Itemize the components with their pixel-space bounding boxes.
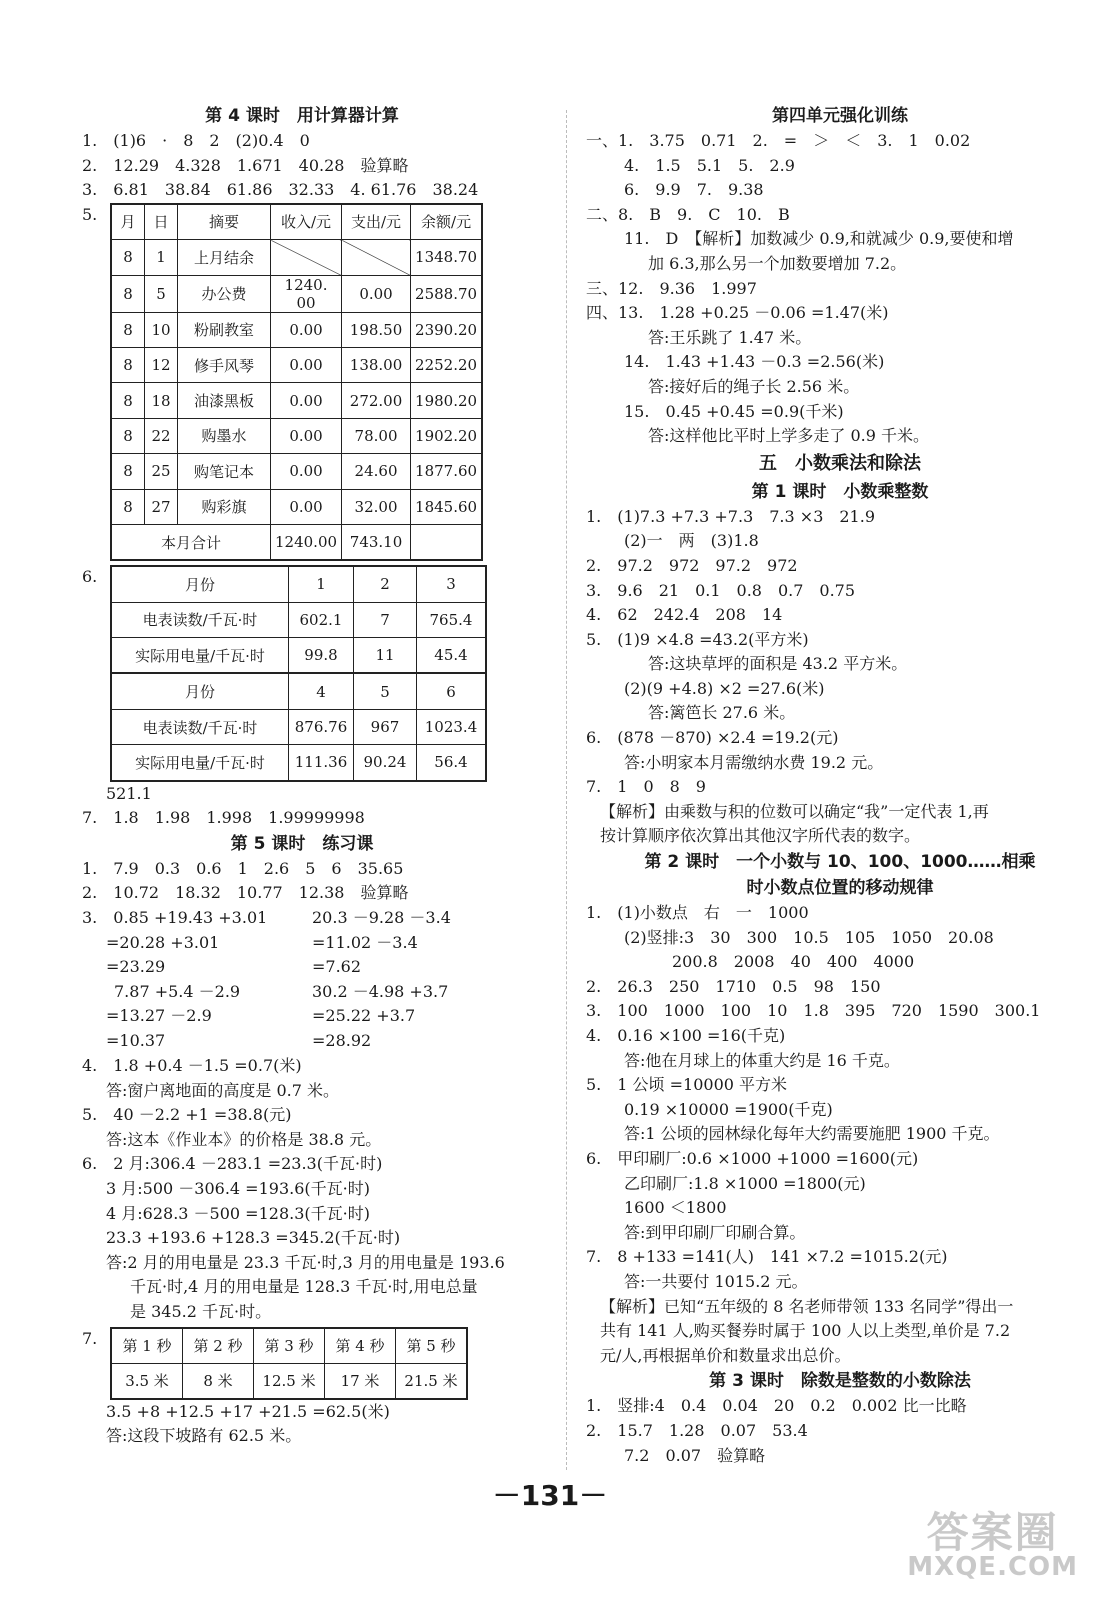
table-cell: 1902.20 xyxy=(411,418,483,453)
table-cell: 967 xyxy=(354,709,417,744)
table-cell: 购彩旗 xyxy=(178,489,271,524)
answer-line: 3.5 +8 +12.5 +17 +21.5 =62.5(米) xyxy=(106,1401,390,1421)
calc-step: =23.29 xyxy=(106,957,166,977)
table-cell: 1348.70 xyxy=(411,240,483,275)
answer-line: 2. 97.2 972 97.2 972 xyxy=(586,555,798,575)
table-cell: 272.00 xyxy=(342,383,411,418)
answer-line: 2. 12.29 4.328 1.671 40.28 验算略 xyxy=(82,155,409,175)
answer-line: 0.19 ×10000 =1900(千克) xyxy=(624,1099,833,1119)
table-cell: 月份 xyxy=(111,673,289,709)
answer-line: 1600 ＜1800 xyxy=(624,1198,727,1218)
ledger-table xyxy=(110,203,483,562)
table-header-cell: 第 2 秒 xyxy=(183,1328,254,1364)
answer-line: 答:小明家本月需缴纳水费 19.2 元。 xyxy=(624,752,884,772)
answer-line: 5. 1 公顷 =10000 平方米 xyxy=(586,1075,788,1095)
answer-line: 4. 1.8 +0.4 －1.5 =0.7(米) xyxy=(82,1056,302,1076)
section-title-lesson3: 第 3 课时 除数是整数的小数除法 xyxy=(709,1371,971,1392)
table-header-cell: 支出/元 xyxy=(342,204,411,240)
table-row xyxy=(111,383,482,418)
table-cell: 0.00 xyxy=(271,347,342,382)
answer-line: 答:2 月的用电量是 23.3 千瓦·时,3 月的用电量是 193.6 xyxy=(106,1252,505,1272)
table-cell: 7 xyxy=(354,602,417,637)
table-cell: 8 xyxy=(111,312,145,347)
answer-line: 答:一共要付 1015.2 元。 xyxy=(624,1271,808,1291)
table-cell: 10 xyxy=(145,312,178,347)
table-cell: 4 xyxy=(289,673,354,709)
answer-line: 2. 15.7 1.28 0.07 53.4 xyxy=(586,1420,808,1440)
table-cell: 12.5 米 xyxy=(254,1363,325,1399)
answer-line: 14. 1.43 +1.43 －0.3 =2.56(米) xyxy=(624,352,885,372)
table-cell: 2252.20 xyxy=(411,347,483,382)
answer-line: 6. 9.9 7. 9.38 xyxy=(624,180,764,200)
table-cell: 实际用电量/千瓦·时 xyxy=(111,638,289,674)
answer-line: 4 月:628.3 －500 =128.3(千瓦·时) xyxy=(106,1203,370,1223)
table-cell: 1 xyxy=(145,240,178,275)
section-title-lesson2: 第 2 课时 一个小数与 10、100、1000……相乘 xyxy=(644,852,1036,873)
answer-line: 3. 9.6 21 0.1 0.8 0.7 0.75 xyxy=(586,580,856,600)
answer-line: 3. 6.81 38.84 61.86 32.33 4. 61.76 38.24 xyxy=(82,180,479,200)
answer-line: 1. (1)7.3 +7.3 +7.3 7.3 ×3 21.9 xyxy=(586,506,875,526)
table-cell: 购墨水 xyxy=(178,418,271,453)
answer-line: 答:这块草坪的面积是 43.2 平方米。 xyxy=(648,654,908,674)
table-row xyxy=(111,602,486,637)
answer-line: 200.8 2008 40 400 4000 xyxy=(672,952,915,972)
analysis-line: 元/人,再根据单价和数量求出总价。 xyxy=(600,1345,851,1365)
analysis-line: 【解析】已知“五年级的 8 名老师带领 133 名同学”得出一 xyxy=(600,1296,1014,1316)
table-cell: 粉刷教室 xyxy=(178,312,271,347)
table-cell: 198.50 xyxy=(342,312,411,347)
table-header-row xyxy=(111,1328,467,1364)
table-cell: 1 xyxy=(289,566,354,602)
table-cell: 12 xyxy=(145,347,178,382)
table-header-cell: 第 1 秒 xyxy=(111,1328,183,1364)
table-cell xyxy=(411,524,483,560)
calc-step: =20.28 +3.01 xyxy=(106,932,220,952)
calc-step: =13.27 －2.9 xyxy=(106,1006,212,1026)
question-7-block xyxy=(82,1327,522,1400)
table-header-cell: 余额/元 xyxy=(411,204,483,240)
table-cell: 90.24 xyxy=(354,745,417,781)
table-cell: 1023.4 xyxy=(417,709,487,744)
table-cell: 1980.20 xyxy=(411,383,483,418)
answer-line: 3. 100 1000 100 10 1.8 395 720 1590 300.1 xyxy=(586,1001,1041,1021)
table-row xyxy=(111,418,482,453)
answer-line: 答:到甲印刷厂印刷合算。 xyxy=(624,1222,806,1242)
answer-line: 一、1. 3.75 0.71 2. = ＞ ＜ 3. 1 0.02 xyxy=(586,131,971,150)
table-total-row xyxy=(111,524,482,560)
section-title-lesson4: 第 4 课时 用计算器计算 xyxy=(205,106,399,126)
table-cell: 2588.70 xyxy=(411,275,483,312)
table-row xyxy=(111,638,486,674)
table-cell: 11 xyxy=(354,638,417,674)
answer-line: 4. 1.5 5.1 5. 2.9 xyxy=(624,155,795,175)
table-cell: 5 xyxy=(354,673,417,709)
answer-line: 答:这段下坡路有 62.5 米。 xyxy=(106,1426,302,1446)
table-cell: 18 xyxy=(145,383,178,418)
answer-line: 4. 0.16 ×100 =16(千克) xyxy=(586,1026,786,1045)
answer-line: 答:王乐跳了 1.47 米。 xyxy=(648,327,812,347)
table-cell: 8 xyxy=(111,383,145,418)
table-row xyxy=(111,709,486,744)
chapter-title: 五 小数乘法和除法 xyxy=(759,452,921,474)
table-header-cell: 摘要 xyxy=(178,204,271,240)
table-header-cell: 日 xyxy=(145,204,178,240)
section-title-lesson5: 第 5 课时 练习课 xyxy=(230,833,374,854)
answer-line: 2. 10.72 18.32 10.77 12.38 验算略 xyxy=(82,883,409,903)
table-cell: 765.4 xyxy=(417,602,487,637)
table-cell: 8 米 xyxy=(183,1363,254,1399)
answer-line: 5. (1)9 ×4.8 =43.2(平方米) xyxy=(586,629,809,649)
table-cell: 25 xyxy=(145,454,178,489)
table-header-cell: 第 5 秒 xyxy=(396,1328,468,1364)
table-cell: 油漆黑板 xyxy=(178,383,271,418)
right-column xyxy=(586,103,1080,1468)
answer-line: 答:他在月球上的体重大约是 16 千克。 xyxy=(624,1050,900,1070)
question-6-block xyxy=(82,565,522,781)
section-title-lesson2-cont: 时小数点位置的移动规律 xyxy=(746,878,934,899)
table-header-cell: 月 xyxy=(111,204,145,240)
table-cell: 2 xyxy=(354,566,417,602)
table-cell: 1240. 00 xyxy=(271,275,342,312)
answer-line: 1. 7.9 0.3 0.6 1 2.6 5 6 35.65 xyxy=(82,858,404,878)
answer-line: 答:接好后的绳子长 2.56 米。 xyxy=(648,376,860,396)
table-cell: 3.5 米 xyxy=(111,1363,183,1399)
table-cell: 17 米 xyxy=(325,1363,396,1399)
table-cell: 0.00 xyxy=(342,275,411,312)
answer-line: (2)(9 +4.8) ×2 =27.6(米) xyxy=(624,678,825,698)
answer-line: 2. 26.3 250 1710 0.5 98 150 xyxy=(586,976,881,996)
answer-line: 11. D 【解析】加数减少 0.9,和就减少 0.9,要使和增 xyxy=(624,229,1014,249)
table-header-row xyxy=(111,204,482,240)
table-cell: 22 xyxy=(145,418,178,453)
section-title-lesson1: 第 1 课时 小数乘整数 xyxy=(751,481,929,502)
answer-line: 1. 竖排:4 0.4 0.04 20 0.2 0.002 比一比略 xyxy=(586,1396,967,1416)
answer-line: 1. (1)小数点 右 一 1000 xyxy=(586,903,809,923)
answer-line: 6. 甲印刷厂:0.6 ×1000 +1000 =1600(元) xyxy=(586,1148,919,1168)
answer-line: 521.1 xyxy=(106,783,152,803)
table-row xyxy=(111,566,486,602)
answer-line: 答:这样他比平时上学多走了 0.9 千米。 xyxy=(648,426,930,446)
watermark-logo xyxy=(907,1508,1078,1582)
table-cell: 1240.00 xyxy=(271,524,342,560)
table-cell: 99.8 xyxy=(289,638,354,674)
answer-line: 7. 8 +133 =141(人) 141 ×7.2 =1015.2(元) xyxy=(586,1247,948,1267)
answer-line: 3 月:500 －306.4 =193.6(千瓦·时) xyxy=(106,1178,370,1198)
table-cell: 743.10 xyxy=(342,524,411,560)
calculation-block xyxy=(82,906,522,1054)
answer-line: 二、8. B 9. C 10. B xyxy=(586,204,790,224)
table-cell: 购笔记本 xyxy=(178,454,271,489)
table-cell: 5 xyxy=(145,275,178,312)
table-row xyxy=(111,1363,467,1399)
table-cell: 办公费 xyxy=(178,275,271,312)
table-cell-crossed xyxy=(342,240,411,275)
answer-line: 答:这本《作业本》的价格是 38.8 元。 xyxy=(106,1129,382,1149)
table-cell: 602.1 xyxy=(289,602,354,637)
table-cell: 138.00 xyxy=(342,347,411,382)
calc-step: 7.87 +5.4 －2.9 xyxy=(114,981,241,1001)
table-cell: 8 xyxy=(111,454,145,489)
column-divider xyxy=(566,110,567,1470)
table-cell: 6 xyxy=(417,673,487,709)
table-cell: 8 xyxy=(111,418,145,453)
answer-line: 乙印刷厂:1.8 ×1000 =1800(元) xyxy=(624,1173,866,1193)
calc-step: =28.92 xyxy=(312,1030,372,1050)
answer-line: 千瓦·时,4 月的用电量是 128.3 千瓦·时,用电总量 xyxy=(130,1277,478,1297)
table-row xyxy=(111,489,482,524)
table-cell-crossed xyxy=(271,240,342,275)
calc-step: =25.22 +3.7 xyxy=(312,1006,416,1026)
answer-line: 四、13. 1.28 +0.25 －0.06 =1.47(米) xyxy=(586,303,889,323)
table-cell: 32.00 xyxy=(342,489,411,524)
table-cell: 0.00 xyxy=(271,312,342,347)
calc-step: 20.3 －9.28 －3.4 xyxy=(312,908,451,928)
table-cell: 3 xyxy=(417,566,487,602)
analysis-line: 【解析】由乘数与积的位数可以确定“我”一定代表 1,再 xyxy=(600,801,989,821)
answer-line: 答:窗户离地面的高度是 0.7 米。 xyxy=(106,1080,340,1100)
table-cell: 1877.60 xyxy=(411,454,483,489)
watermark-url: MXQE.COM xyxy=(907,1552,1078,1582)
calc-step: =10.37 xyxy=(106,1030,166,1050)
table-cell: 111.36 xyxy=(289,745,354,781)
table-cell: 0.00 xyxy=(271,383,342,418)
question-label: 6. xyxy=(82,567,98,587)
table-cell: 24.60 xyxy=(342,454,411,489)
answer-line: 4. 62 242.4 208 14 xyxy=(586,605,783,625)
table-cell: 8 xyxy=(111,240,145,275)
answer-line: 答:1 公顷的园林绿化每年大约需要施肥 1900 千克。 xyxy=(624,1124,1000,1144)
table-cell: 2390.20 xyxy=(411,312,483,347)
answer-line: 6. 2 月:306.4 －283.1 =23.3(千瓦·时) xyxy=(82,1154,383,1174)
table-cell: 0.00 xyxy=(271,418,342,453)
table-cell: 电表读数/千瓦·时 xyxy=(111,709,289,744)
analysis-line: 共有 141 人,购买餐券时属于 100 人以上类型,单价是 7.2 xyxy=(600,1321,1011,1341)
answer-line: (2)一 两 (3)1.8 xyxy=(624,531,759,551)
table-cell: 8 xyxy=(111,489,145,524)
answer-line: 加 6.3,那么另一个加数要增加 7.2。 xyxy=(648,253,907,273)
answer-line: 1. (1)6 · 8 2 (2)0.4 0 xyxy=(82,131,310,150)
answer-line: 23.3 +193.6 +128.3 =345.2(千瓦·时) xyxy=(106,1228,401,1248)
electricity-table xyxy=(110,565,487,781)
answer-line: 7. 1 0 8 9 xyxy=(586,777,706,797)
answer-line: 6. (878 －870) ×2.4 =19.2(元) xyxy=(586,728,839,748)
table-cell: 1845.60 xyxy=(411,489,483,524)
section-title-unit4-review: 第四单元强化训练 xyxy=(772,106,908,126)
calc-step: 3. 0.85 +19.43 +3.01 xyxy=(82,908,268,928)
table-cell: 上月结余 xyxy=(178,240,271,275)
table-header-cell: 收入/元 xyxy=(271,204,342,240)
table-cell: 21.5 米 xyxy=(396,1363,468,1399)
table-row xyxy=(111,673,486,709)
answer-line: 7. 1.8 1.98 1.998 1.99999998 xyxy=(82,808,365,828)
table-cell: 0.00 xyxy=(271,454,342,489)
answer-line: 5. 40 －2.2 +1 =38.8(元) xyxy=(82,1105,292,1125)
answer-line: 7.2 0.07 验算略 xyxy=(624,1445,766,1465)
table-cell: 8 xyxy=(111,275,145,312)
answer-line: (2)竖排:3 30 300 10.5 105 1050 20.08 xyxy=(624,927,994,947)
table-cell: 78.00 xyxy=(342,418,411,453)
question-label: 7. xyxy=(82,1328,98,1348)
watermark-text: 答案圈 xyxy=(926,1508,1059,1557)
table-cell: 电表读数/千瓦·时 xyxy=(111,602,289,637)
table-row xyxy=(111,347,482,382)
table-row xyxy=(111,745,486,781)
answer-line: 15. 0.45 +0.45 =0.9(千米) xyxy=(624,401,844,421)
table-row xyxy=(111,240,482,275)
slope-distance-table xyxy=(110,1327,468,1400)
question-label: 5. xyxy=(82,204,98,224)
calc-step: 30.2 －4.98 +3.7 xyxy=(312,981,449,1001)
table-cell: 45.4 xyxy=(417,638,487,674)
answer-line: 答:篱笆长 27.6 米。 xyxy=(648,703,796,723)
table-row xyxy=(111,275,482,312)
answer-line: 是 345.2 千瓦·时。 xyxy=(130,1301,272,1321)
table-cell: 8 xyxy=(111,347,145,382)
left-column xyxy=(82,103,522,1449)
table-cell: 876.76 xyxy=(289,709,354,744)
page-number: －131－ xyxy=(492,1479,608,1512)
answer-line: 三、12. 9.36 1.997 xyxy=(586,278,757,298)
question-5-block xyxy=(82,203,522,562)
table-row xyxy=(111,454,482,489)
table-cell: 月份 xyxy=(111,566,289,602)
table-cell: 本月合计 xyxy=(111,524,271,560)
table-cell: 56.4 xyxy=(417,745,487,781)
table-header-cell: 第 4 秒 xyxy=(325,1328,396,1364)
table-row xyxy=(111,312,482,347)
table-cell: 27 xyxy=(145,489,178,524)
calc-step: =11.02 －3.4 xyxy=(312,932,418,952)
analysis-line: 按计算顺序依次算出其他汉字所代表的数字。 xyxy=(600,826,921,846)
table-header-cell: 第 3 秒 xyxy=(254,1328,325,1364)
table-cell: 0.00 xyxy=(271,489,342,524)
table-cell: 修手风琴 xyxy=(178,347,271,382)
table-cell: 实际用电量/千瓦·时 xyxy=(111,745,289,781)
calc-step: =7.62 xyxy=(312,957,362,977)
